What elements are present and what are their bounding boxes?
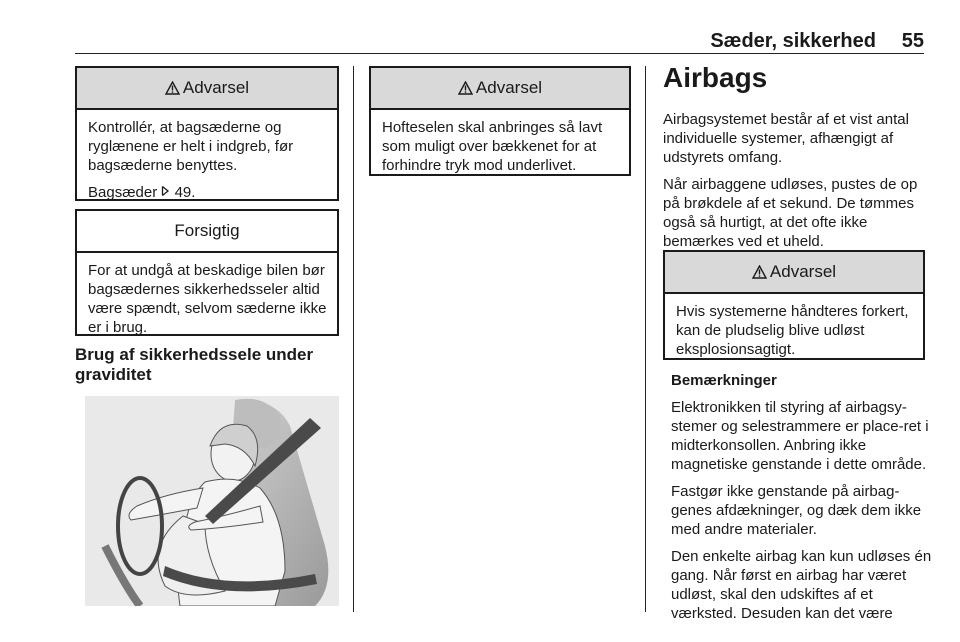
warning-box-heading: Advarsel	[182, 78, 250, 97]
warning-box-left	[75, 66, 339, 201]
warning-box-header	[371, 68, 629, 110]
warning-box-body	[371, 110, 629, 175]
airbags-intro	[663, 110, 933, 259]
warning-triangle-icon	[165, 81, 180, 95]
body-paragraph: Airbagsystemet består af et vist antal individuelle systemer, afhængigt af udstyrets omfang.	[663, 111, 909, 166]
warning-box-paragraph: Hofteselen skal anbringes så lavt som muligt over bækkenet for at forhindre tryk mod underlivet.	[382, 119, 603, 174]
warning-triangle-icon	[458, 81, 473, 95]
reference-page-link[interactable]: 49.	[174, 184, 196, 201]
pregnant-driver-seatbelt-illustration	[85, 396, 339, 606]
warning-triangle-icon	[752, 265, 767, 279]
body-paragraph: Når airbaggene udløses, pustes de op på brøkdele af et sekund. De tømmes også så hurtigt, at det ofte ikke bemærkes ved et uheld.	[663, 176, 918, 250]
warning-box-right	[663, 250, 925, 360]
warning-box-heading: Advarsel	[475, 78, 543, 97]
page-number: 55	[901, 30, 924, 52]
note-block	[671, 371, 933, 631]
warning-box-header	[665, 252, 923, 294]
caution-box-paragraph: For at undgå at beskadige bilen bør bagsædernes sikkerhedsseler altid være spændt, selvom sæderne ikke er i brug.	[88, 262, 327, 336]
warning-box-paragraph: Kontrollér, at bagsæderne og ryglænene er helt i indgreb, før bagsæderne benyttes.	[88, 119, 294, 174]
section-title-airbags: Airbags	[663, 62, 768, 93]
column-divider-right	[645, 66, 646, 612]
warning-box-body	[665, 294, 923, 359]
caution-box-heading: Forsigtig	[174, 221, 240, 240]
caution-box-header	[77, 211, 337, 253]
note-paragraph: Elektronikken til styring af airbagsy-stemer og selestrammere er place-ret i midterkonsollen. Anbring ikke magnetiske genstande i dette område.	[671, 399, 929, 473]
note-paragraph: Den enkelte airbag kan kun udløses én gang. Når først en airbag har været udløst, skal den udskiftes af et værksted. Desuden kan det være	[671, 548, 932, 622]
note-title: Bemærkninger	[671, 372, 777, 389]
cross-reference-arrow-icon	[161, 183, 170, 202]
running-header-title: Sæder, sikkerhed	[710, 30, 876, 52]
warning-box-heading: Advarsel	[769, 262, 837, 281]
warning-box-reference	[88, 183, 327, 202]
warning-box-middle	[369, 66, 631, 176]
caution-box	[75, 209, 339, 336]
column-divider-left	[353, 66, 354, 612]
section-heading-pregnancy: Brug af sikkerhedssele under graviditet	[75, 345, 314, 384]
note-paragraph: Fastgør ikke genstande på airbag-genes afdækninger, og dæk dem ikke med andre materialer.	[671, 483, 922, 538]
header-rule	[75, 53, 924, 54]
warning-box-body	[77, 110, 337, 202]
reference-label: Bagsæder	[88, 184, 158, 201]
caution-box-body	[77, 253, 337, 337]
warning-box-paragraph: Hvis systemerne håndteres forkert, kan de pludselig blive udløst eksplosionsagtigt.	[676, 303, 909, 358]
warning-box-header	[77, 68, 337, 110]
